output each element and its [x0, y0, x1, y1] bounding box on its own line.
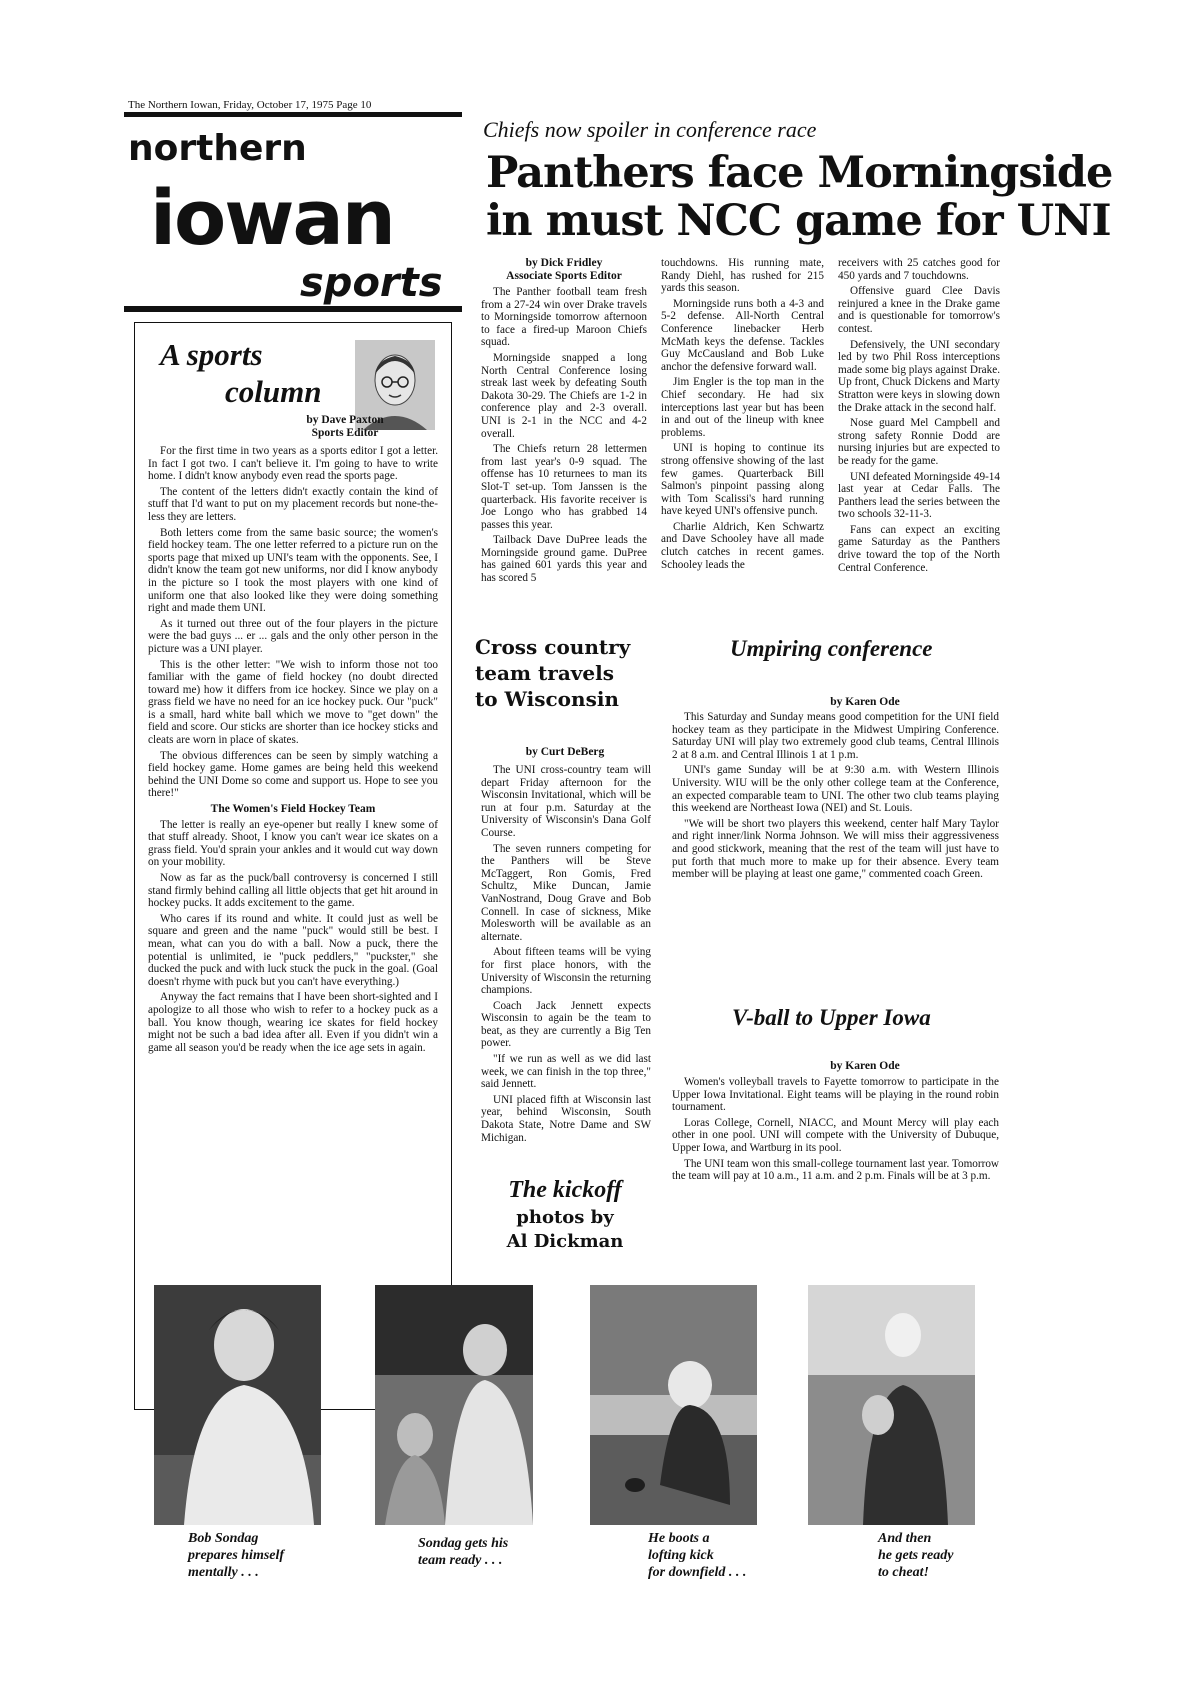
cross-country-body — [481, 764, 651, 1147]
lead-paragraph: Charlie Aldrich, Ken Schwartz and Dave Schooley have all made clutch catches in recent games. Schooley leads the — [661, 520, 824, 571]
players-silhouette-icon — [808, 1285, 975, 1525]
masthead-northern: northern — [128, 128, 307, 169]
lead-paragraph: UNI defeated Morningside 49-14 last year at Cedar Falls. The Panthers lead the series between the two schools 32-11-3. — [838, 470, 1000, 521]
lead-paragraph: UNI is hoping to continue its strong offensive showing of the last few games. Quarterback Bill Salmon's pinpoint passing along with Tom Scalissi's hard running have keyed UNI's offensive punch. — [661, 442, 824, 518]
page-folio: The Northern Iowan, Friday, October 17, 1975 Page 10 — [128, 99, 372, 111]
caption-line: Sondag gets his — [418, 1536, 509, 1551]
sports-column-byline — [270, 414, 420, 440]
masthead-top-rule — [124, 112, 462, 117]
masthead-sports: sports — [300, 260, 443, 306]
lead-paragraph: The Chiefs return 28 lettermen from last year's 0-9 squad. The offense has 10 returnees to man its Slot-T set-up. Tom Janssen is the quarterback. His favorite receiver is Joe Longo who has grabbed 14 passes this year. — [481, 443, 647, 531]
lead-paragraph: Tailback Dave DuPree leads the Morningside ground game. DuPree has gained 601 yards this year and has scored 5 — [481, 534, 647, 585]
photo-boots-kick — [590, 1285, 757, 1525]
photo-caption — [878, 1530, 953, 1581]
lead-paragraph: Nose guard Mel Campbell and strong safety Ronnie Dodd are nursing injuries but are expected to be ready for the game. — [838, 417, 1000, 467]
cross-country-byline: by Curt DeBerg — [525, 746, 605, 758]
sports-column-paragraph: For the first time in two years as a sports editor I got a letter. In fact I got two. I can't believe it. I'm going to have to write home. I didn't know anybody even read the sports page. — [148, 445, 438, 483]
photo-caption — [418, 1535, 508, 1569]
sports-column-paragraph: The obvious differences can be seen by simply watching a field hockey game. Home games are being held this weekend behind the UNI Dome so come and support us. Hope to see you there!" — [148, 749, 438, 800]
sports-column-paragraph: Now as far as the puck/ball controversy is concerned I still stand firmly behind calling all little objects that get hit around in hockey pucks. It adds excitement to the game. — [148, 872, 438, 910]
lead-byline-name: by Dick Fridley — [525, 257, 603, 269]
lead-paragraph: Defensively, the UNI secondary led by two Phil Ross interceptions made some big plays against Drake. Up front, Chuck Dickens and Marty Stratton were keys in slowing down the Drake attack in the second half. — [838, 338, 1000, 414]
kickoff-credit — [490, 1175, 640, 1254]
caption-line: for downfield . . . — [648, 1565, 747, 1580]
vball-paragraph: Loras College, Cornell, NIACC, and Mount Mercy will play each other in one pool. UNI will compete with the University of Dubuque, Upper Iowa, and Wartburg in its pool. — [672, 1116, 999, 1154]
lead-column-3 — [838, 257, 1000, 577]
cross-country-paragraph: UNI placed fifth at Wisconsin last year, behind Wisconsin, South Dakota State, Notre Dame and SW Michigan. — [481, 1093, 651, 1144]
letter-signature: The Women's Field Hockey Team — [210, 803, 376, 816]
caption-line: mentally . . . — [188, 1565, 259, 1580]
masthead-iowan: iowan — [150, 173, 394, 262]
photo-sondag-mental — [154, 1285, 321, 1525]
vball-byline: by Karen Ode — [830, 1060, 900, 1072]
sports-column-title-line1: A sports — [160, 337, 263, 372]
kicker-silhouette-icon — [590, 1285, 757, 1525]
lead-paragraph: Jim Engler is the top man in the Chief secondary. He had six interceptions last year but has been in and out of the lineup with knee problems. — [661, 376, 824, 439]
vball-headline: V-ball to Upper Iowa — [732, 1005, 931, 1030]
lead-paragraph: touchdowns. His running mate, Randy Diehl, has rushed for 215 yards this season. — [661, 257, 824, 295]
cross-country-headline-line: Cross country — [475, 635, 631, 659]
masthead-bottom-rule — [124, 306, 462, 312]
cross-country-headline — [475, 634, 655, 712]
umpiring-paragraph: This Saturday and Sunday means good competition for the UNI field hockey team as they participate in the Midwest Umpiring Conference. Saturday UNI will play two extremely good club teams, Central Illinois 2 at 8 a.m. and Central Illinois 1 at 1 p.m. — [672, 711, 999, 761]
caption-line: lofting kick — [648, 1548, 714, 1563]
sports-column-paragraph: This is the other letter: "We wish to inform those not too familiar with the game of field hockey (no doubt directed toward me) how it differs from ice hockey. Since we play on a grass field we have no need for an ice hockey puck. Our "puck" is a small, hard white ball which we move to "get down" the field and score. Our sticks are shorter than ice hockey sticks and cleats are worn in place of skates. — [148, 658, 438, 747]
cross-country-headline-line: to Wisconsin — [475, 687, 619, 711]
lead-column-2 — [661, 257, 824, 574]
person-silhouette-icon — [154, 1285, 321, 1525]
vball-paragraph: Women's volleyball travels to Fayette tomorrow to participate in the Upper Iowa Invitational. Eight teams will be playing in the round robin tournament. — [672, 1076, 999, 1114]
photo-gets-ready — [808, 1285, 975, 1525]
kickoff-title: The kickoff — [508, 1177, 622, 1203]
photo-sondag-team — [375, 1285, 533, 1525]
lead-paragraph: Morningside snapped a long North Central Conference losing streak last week by defeating South Dakota 30-29. The Chiefs are 1-2 in conference play and 2-3 overall. UNI is 2-1 in the NCC and 4-2 overall. — [481, 351, 647, 440]
lead-paragraph: The Panther football team fresh from a 27-24 win over Drake travels to Morningside tomorrow afternoon to face a fired-up Maroon Chiefs squad. — [481, 286, 647, 349]
cross-country-paragraph: The seven runners competing for the Panthers will be Steve McTaggert, Ron Gomis, Fred Schultz, Mike Duncan, Jamie VanNostrand, Doug Grave and Bob Connell. In case of sickness, Mike Molesworth will be available as an alternate. — [481, 842, 651, 943]
umpiring-paragraph: UNI's game Sunday will be at 9:30 a.m. with Western Illinois University. WIU will be the only other college team at the Conference, an expected comparable team to UNI. The other two club teams playing this weekend are Northeast Iowa (NEI) and St. Louis. — [672, 764, 999, 815]
lead-headline-line1: Panthers face Morningside — [486, 148, 1113, 198]
sports-column-body — [148, 445, 438, 1057]
cross-country-paragraph: About fifteen teams will be vying for first place honors, with the University of Wisconsin the returning champions. — [481, 946, 651, 997]
vball-body — [672, 1076, 999, 1186]
caption-line: he gets ready — [878, 1548, 954, 1563]
lead-headline-line2: in must NCC game for UNI — [486, 196, 1111, 246]
cross-country-paragraph: The UNI cross-country team will depart Friday afternoon for the Wisconsin Invitational, which will be run at four p.m. Saturday at the University of Wisconsin's Dana Golf Course. — [481, 764, 651, 839]
umpiring-paragraph: "We will be short two players this weekend, center half Mary Taylor and right inner/link Norma Johnson. We will miss their aggressiveness and good stickwork, meaning that the rest of the team will just have to put forth that much more to make up for their absence. Every team member will be playing at least one game," commented coach Green. — [672, 817, 999, 881]
sports-column-paragraph: Anyway the fact remains that I have been short-sighted and I apologize to all those who wish to refer to a hockey puck as a ball. You know though, wearing ice skates for field hockey might not be such a bad idea after all. Even if you didn't win a game all season you'd be ready when the ice age sets in again. — [148, 991, 438, 1054]
lead-paragraph: Offensive guard Clee Davis reinjured a knee in the Drake game and is questionable for tomorrow's contest. — [838, 285, 1000, 335]
caption-line: And then — [878, 1531, 932, 1546]
sports-column-paragraph: The content of the letters didn't exactly contain the kind of stuff that I'd want to put on my placement records but none-the-less they are letters. — [148, 485, 438, 523]
sports-column-title-line2: column — [225, 374, 322, 409]
lead-byline — [481, 257, 647, 283]
sports-column-paragraph: As it turned out three out of the four players in the picture were the bad guys ... er ... gals and the only other person in the picture was a UNI player. — [148, 617, 438, 655]
photo-caption — [188, 1530, 284, 1581]
lead-paragraph: Morningside runs both a 4-3 and 5-2 defense. All-North Central Conference linebacker Herb McMath keys the defense. Tackles Guy McCausland and Bob Luke anchor the defensive forward wall. — [661, 297, 824, 373]
lead-paragraph: Fans can expect an exciting game Saturday as the Panthers drive toward the top of the North Central Conference. — [838, 523, 1000, 574]
lead-byline-title: Associate Sports Editor — [506, 270, 622, 282]
caption-line: He boots a — [648, 1531, 710, 1546]
caption-line: team ready . . . — [418, 1553, 503, 1568]
sports-column-paragraph: The letter is really an eye-opener but really I knew some of that stuff already. Shoot, I know you can't wear ice skates on a grass field. You'd sprain your ankles and it would cut way down on your mobility. — [148, 818, 438, 869]
caption-line: prepares himself — [188, 1548, 285, 1563]
sports-column-paragraph: Who cares if its round and white. It could just as well be square and green and the name "puck" would still be best. I mean, what can you do with a ball. Now a puck, there the potential is unlimited, ie "puck peddlers," "puckster," she ducked the puck and with luck stuck the puck in the goal. (Goal doesn't rhyme with puck but you can't have everything.) — [148, 912, 438, 988]
umpiring-body — [672, 711, 999, 884]
kickoff-photos-by: photos by — [516, 1207, 614, 1228]
sports-column-byline-title: Sports Editor — [311, 427, 379, 439]
group-silhouette-icon — [375, 1285, 533, 1525]
cross-country-paragraph: "If we run as well as we did last week, we can finish in the top three," said Jennett. — [481, 1053, 651, 1091]
sports-column-paragraph: Both letters come from the same basic source; the women's field hockey team. The one letter referred to a picture run on the sports page that mixed up UNI's team with the opponents. See, I didn't know the team got new uniforms, nor did I know anybody in the picture so I took the most players with one kind of uniform one that also looked like they were doing something right and made them UNI. — [148, 526, 438, 615]
lead-column-1 — [481, 286, 647, 588]
sports-column-byline-name: by Dave Paxton — [306, 414, 384, 426]
lead-kicker: Chiefs now spoiler in conference race — [483, 117, 817, 142]
caption-line: to cheat! — [878, 1565, 929, 1580]
photo-caption — [648, 1530, 746, 1581]
umpiring-headline: Umpiring conference — [730, 636, 933, 661]
umpiring-byline: by Karen Ode — [830, 696, 900, 708]
kickoff-photographer: Al Dickman — [506, 1231, 624, 1252]
lead-paragraph: receivers with 25 catches good for 450 yards and 7 touchdowns. — [838, 257, 1000, 282]
cross-country-paragraph: Coach Jack Jennett expects Wisconsin to again be the team to beat, as they are currently a Big Ten power. — [481, 999, 651, 1050]
caption-line: Bob Sondag — [188, 1531, 259, 1546]
cross-country-headline-line: team travels — [475, 661, 614, 685]
vball-paragraph: The UNI team won this small-college tournament last year. Tomorrow the team will pay at 10 a.m., 11 a.m. and 2 p.m. Finals will be at 3 p.m. — [672, 1157, 999, 1183]
